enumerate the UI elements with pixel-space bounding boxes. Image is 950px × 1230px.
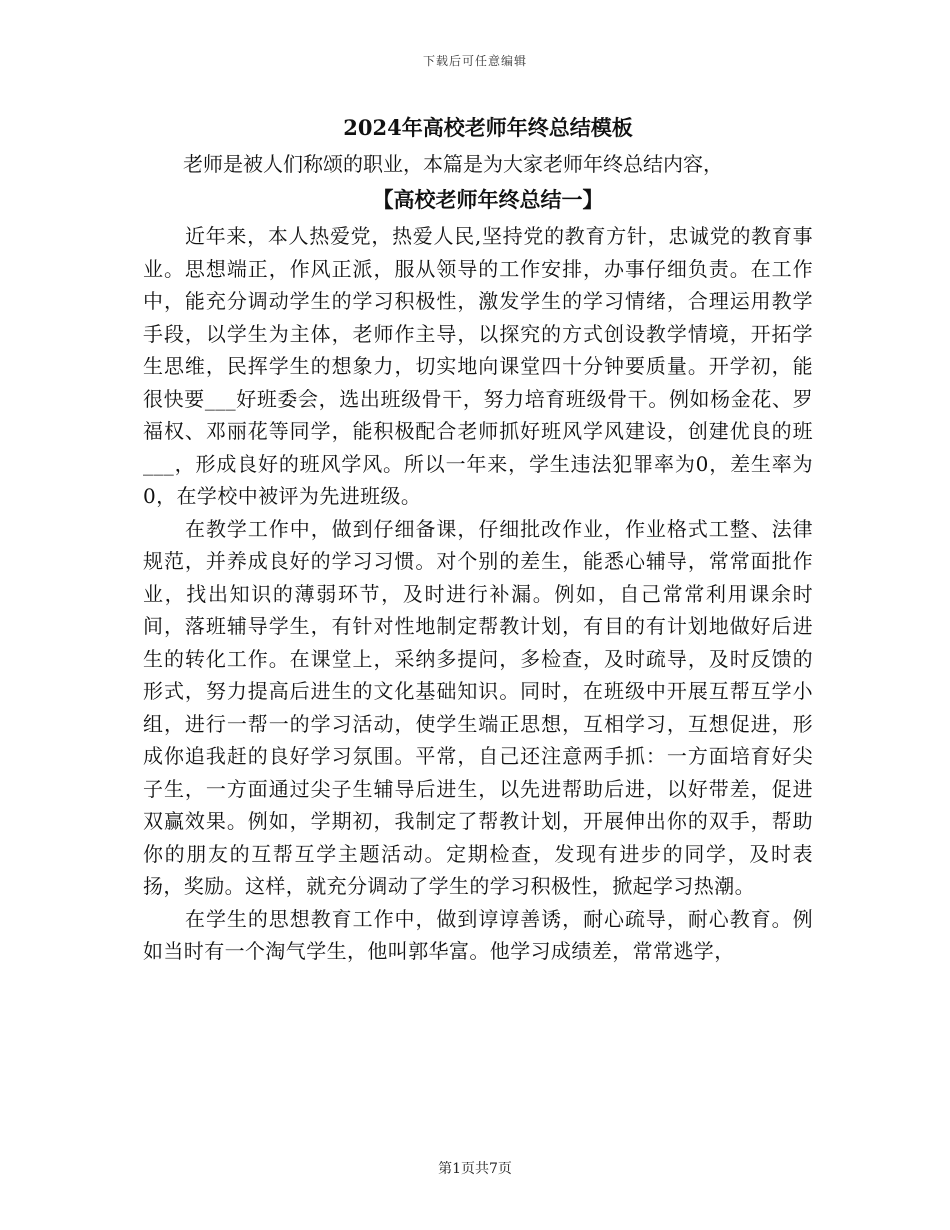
header-note: 下载后可任意编辑 xyxy=(422,54,527,68)
paragraph-3: 在学生的思想教育工作中，做到谆谆善诱，耐心疏导，耐心教育。例如当时有一个淘气学生，他叫郭华富。他学习成绩差，常常逃学， xyxy=(143,906,813,963)
section-heading: 【高校老师年终总结一】 xyxy=(372,187,604,212)
page-footer: 第1页共7页 xyxy=(438,1161,512,1177)
paragraph-1: 近年来，本人热爱党，热爱人民,坚持党的教育方针，忠诚党的教育事业。思想端正，作风正派，服从领导的工作安排，办事仔细负责。在工作中，能充分调动学生的学习积极性，激发学生的学习情绪，合理运用教学手段，以学生为主体，老师作主导，以探究的方式创设教学情境，开拓学生思维，民挥学生的想象力，切实地向课堂四十分钟要质量。开学初，能很快要___好班委会，选出班级骨干，努力培育班级骨干。例如杨金花、罗福权、邓丽花等同学，能积极配合老师抓好班风学风建设，创建优良的班___，形成良好的班风学风。所以一年来，学生违法犯罪率为0，差生率为0，在学校中被评为先进班级。 xyxy=(143,224,813,508)
intro-text: 老师是被人们称颂的职业，本篇是为大家老师年终总结内容， xyxy=(183,152,723,176)
document-title: 2024年高校老师年终总结模板 xyxy=(343,115,633,140)
document-body xyxy=(143,108,813,968)
paragraph-2: 在教学工作中，做到仔细备课，仔细批改作业，作业格式工整、法律规范，并养成良好的学习习惯。对个别的差生，能悉心辅导，常常面批作业，找出知识的薄弱环节，及时进行补漏。例如，自己常常利用课余时间，落班辅导学生，有针对性地制定帮教计划，有目的有计划地做好后进生的转化工作。在课堂上，采纳多提问，多检查，及时疏导，及时反馈的形式，努力提高后进生的文化基础知识。同时，在班级中开展互帮互学小组，进行一帮一的学习活动，使学生端正思想，互相学习，互想促进，形成你追我赶的良好学习氛围。平常，自己还注意两手抓：一方面培育好尖子生，一方面通过尖子生辅导后进生，以先进帮助后进，以好带差，促进双赢效果。例如，学期初，我制定了帮教计划，开展伸出你的双手，帮助你的朋友的互帮互学主题活动。定期检查，发现有进步的同学，及时表扬，奖励。这样，就充分调动了学生的学习积极性，掀起学习热潮。 xyxy=(143,516,813,898)
